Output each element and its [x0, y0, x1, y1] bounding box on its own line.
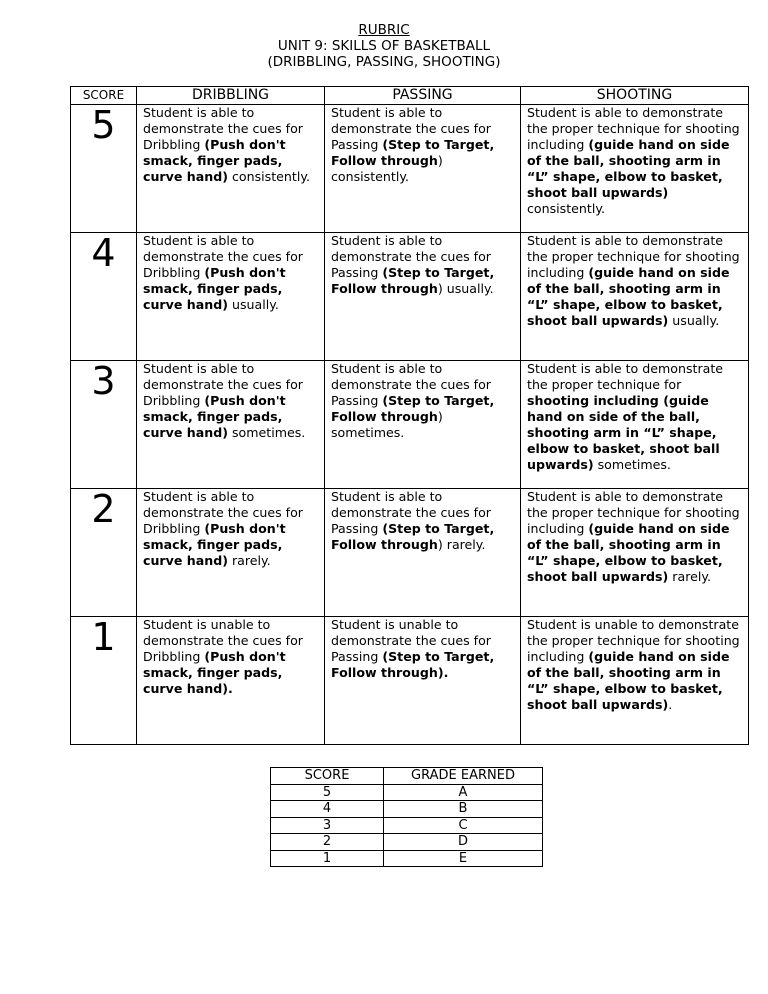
grade-row	[271, 817, 543, 834]
criteria-text: sometimes.	[227, 425, 306, 440]
grade-row	[271, 801, 543, 818]
shooting-criteria-cell	[521, 489, 749, 617]
criteria-bold-text: (guide hand on side of the ball, shooting arm in “L” shape, elbow to basket, shoot ball upwards)	[527, 137, 730, 200]
criteria-text: Student is able to demonstrate the cues for Dribbling	[143, 233, 303, 280]
criteria-text: ) usually.	[437, 281, 494, 296]
criteria-bold-text: (guide hand on side of the ball, shooting arm in “L” shape, elbow to basket, shoot ball upwards)	[527, 521, 730, 584]
shooting-criteria-cell	[521, 361, 749, 489]
criteria-bold-text: (Step to Target, Follow through	[331, 265, 495, 296]
criteria-text: Student is unable to demonstrate the cues for Dribbling	[143, 617, 303, 664]
rubric-body	[71, 105, 749, 745]
criteria-text: Student is able to demonstrate the proper technique for shooting including	[527, 233, 740, 280]
passing-criteria-cell	[325, 233, 521, 361]
score-value: 5	[71, 105, 137, 233]
criteria-text: Student is unable to demonstrate the proper technique for shooting including	[527, 617, 740, 664]
shooting-column-header: SHOOTING	[521, 87, 749, 105]
criteria-text: consistently.	[227, 169, 310, 184]
score-value: 3	[71, 361, 137, 489]
criteria-bold-text: shooting including (guide hand on side of the ball, shooting arm in “L” shape, elbow to basket, shoot ball upwards)	[527, 393, 720, 472]
criteria-text: Student is able to demonstrate the proper technique for shooting including	[527, 105, 740, 152]
grade-score-cell: 2	[271, 834, 384, 851]
criteria-text: ) consistently.	[331, 153, 443, 184]
criteria-text: sometimes.	[593, 457, 671, 472]
grade-score-header: SCORE	[271, 768, 384, 785]
rubric-row	[71, 233, 749, 361]
shooting-criteria-cell	[521, 105, 749, 233]
dribbling-criteria-cell	[137, 489, 325, 617]
document-title: RUBRIC	[358, 22, 410, 38]
criteria-text: Student is able to demonstrate the cues for Passing	[331, 233, 491, 280]
grade-score-cell: 3	[271, 817, 384, 834]
passing-criteria-cell	[325, 105, 521, 233]
criteria-text: usually.	[668, 313, 720, 328]
rubric-row	[71, 489, 749, 617]
grade-header-row	[271, 768, 543, 785]
dribbling-criteria-cell	[137, 361, 325, 489]
criteria-text: Student is able to demonstrate the proper technique for shooting including	[527, 489, 740, 536]
criteria-bold-text: (Push don't smack, finger pads, curve hand)	[143, 265, 286, 312]
grade-letter-cell: E	[384, 850, 543, 867]
passing-criteria-cell	[325, 617, 521, 745]
criteria-text: consistently.	[527, 201, 605, 216]
grade-score-cell: 1	[271, 850, 384, 867]
criteria-bold-text: (guide hand on side of the ball, shooting arm in “L” shape, elbow to basket, shoot ball upwards)	[527, 265, 730, 328]
skills-subtitle: (DRIBBLING, PASSING, SHOOTING)	[267, 54, 501, 70]
grade-score-cell: 5	[271, 784, 384, 801]
criteria-bold-text: (Push don't smack, finger pads, curve hand)	[143, 393, 286, 440]
grade-table	[270, 767, 543, 867]
grade-letter-cell: D	[384, 834, 543, 851]
criteria-text: Student is unable to demonstrate the cues for Passing	[331, 617, 491, 664]
criteria-bold-text: (Push don't smack, finger pads, curve hand)	[143, 137, 286, 184]
grade-earned-header: GRADE EARNED	[384, 768, 543, 785]
dribbling-criteria-cell	[137, 233, 325, 361]
grade-row	[271, 784, 543, 801]
criteria-text: Student is able to demonstrate the proper technique for	[527, 361, 724, 392]
passing-criteria-cell	[325, 361, 521, 489]
shooting-criteria-cell	[521, 617, 749, 745]
grade-body	[271, 784, 543, 867]
rubric-table	[70, 86, 749, 745]
criteria-text: rarely.	[227, 553, 271, 568]
grade-row	[271, 834, 543, 851]
grade-row	[271, 850, 543, 867]
criteria-text: usually.	[227, 297, 279, 312]
rubric-row	[71, 361, 749, 489]
passing-column-header: PASSING	[325, 87, 521, 105]
criteria-text: rarely.	[668, 569, 712, 584]
criteria-text: Student is able to demonstrate the cues for Dribbling	[143, 105, 303, 152]
criteria-bold-text: (Step to Target, Follow through).	[331, 649, 495, 680]
unit-heading: UNIT 9: SKILLS OF BASKETBALL	[277, 38, 491, 54]
criteria-text: ) rarely.	[437, 537, 486, 552]
score-value: 4	[71, 233, 137, 361]
criteria-text: Student is able to demonstrate the cues for Passing	[331, 105, 491, 152]
grade-letter-cell: C	[384, 817, 543, 834]
criteria-bold-text: (Step to Target, Follow through	[331, 393, 495, 424]
rubric-row	[71, 105, 749, 233]
dribbling-criteria-cell	[137, 105, 325, 233]
criteria-bold-text: (Step to Target, Follow through	[331, 521, 495, 552]
score-value: 2	[71, 489, 137, 617]
rubric-row	[71, 617, 749, 745]
criteria-bold-text: (Push don't smack, finger pads, curve hand).	[143, 649, 286, 696]
criteria-bold-text: (guide hand on side of the ball, shooting arm in “L” shape, elbow to basket, shoot ball upwards)	[527, 649, 730, 712]
passing-criteria-cell	[325, 489, 521, 617]
criteria-text: Student is able to demonstrate the cues for Passing	[331, 361, 491, 408]
criteria-bold-text: (Push don't smack, finger pads, curve hand)	[143, 521, 286, 568]
shooting-criteria-cell	[521, 233, 749, 361]
grade-letter-cell: A	[384, 784, 543, 801]
score-column-header: SCORE	[71, 87, 137, 105]
criteria-text: Student is able to demonstrate the cues for Dribbling	[143, 489, 303, 536]
grade-letter-cell: B	[384, 801, 543, 818]
dribbling-column-header: DRIBBLING	[137, 87, 325, 105]
criteria-text: .	[668, 697, 673, 712]
criteria-text: Student is able to demonstrate the cues for Passing	[331, 489, 491, 536]
criteria-text: ) sometimes.	[331, 409, 443, 440]
criteria-text: Student is able to demonstrate the cues for Dribbling	[143, 361, 303, 408]
criteria-bold-text: (Step to Target, Follow through	[331, 137, 495, 168]
grade-score-cell: 4	[271, 801, 384, 818]
rubric-header-row	[71, 87, 749, 105]
dribbling-criteria-cell	[137, 617, 325, 745]
score-value: 1	[71, 617, 137, 745]
